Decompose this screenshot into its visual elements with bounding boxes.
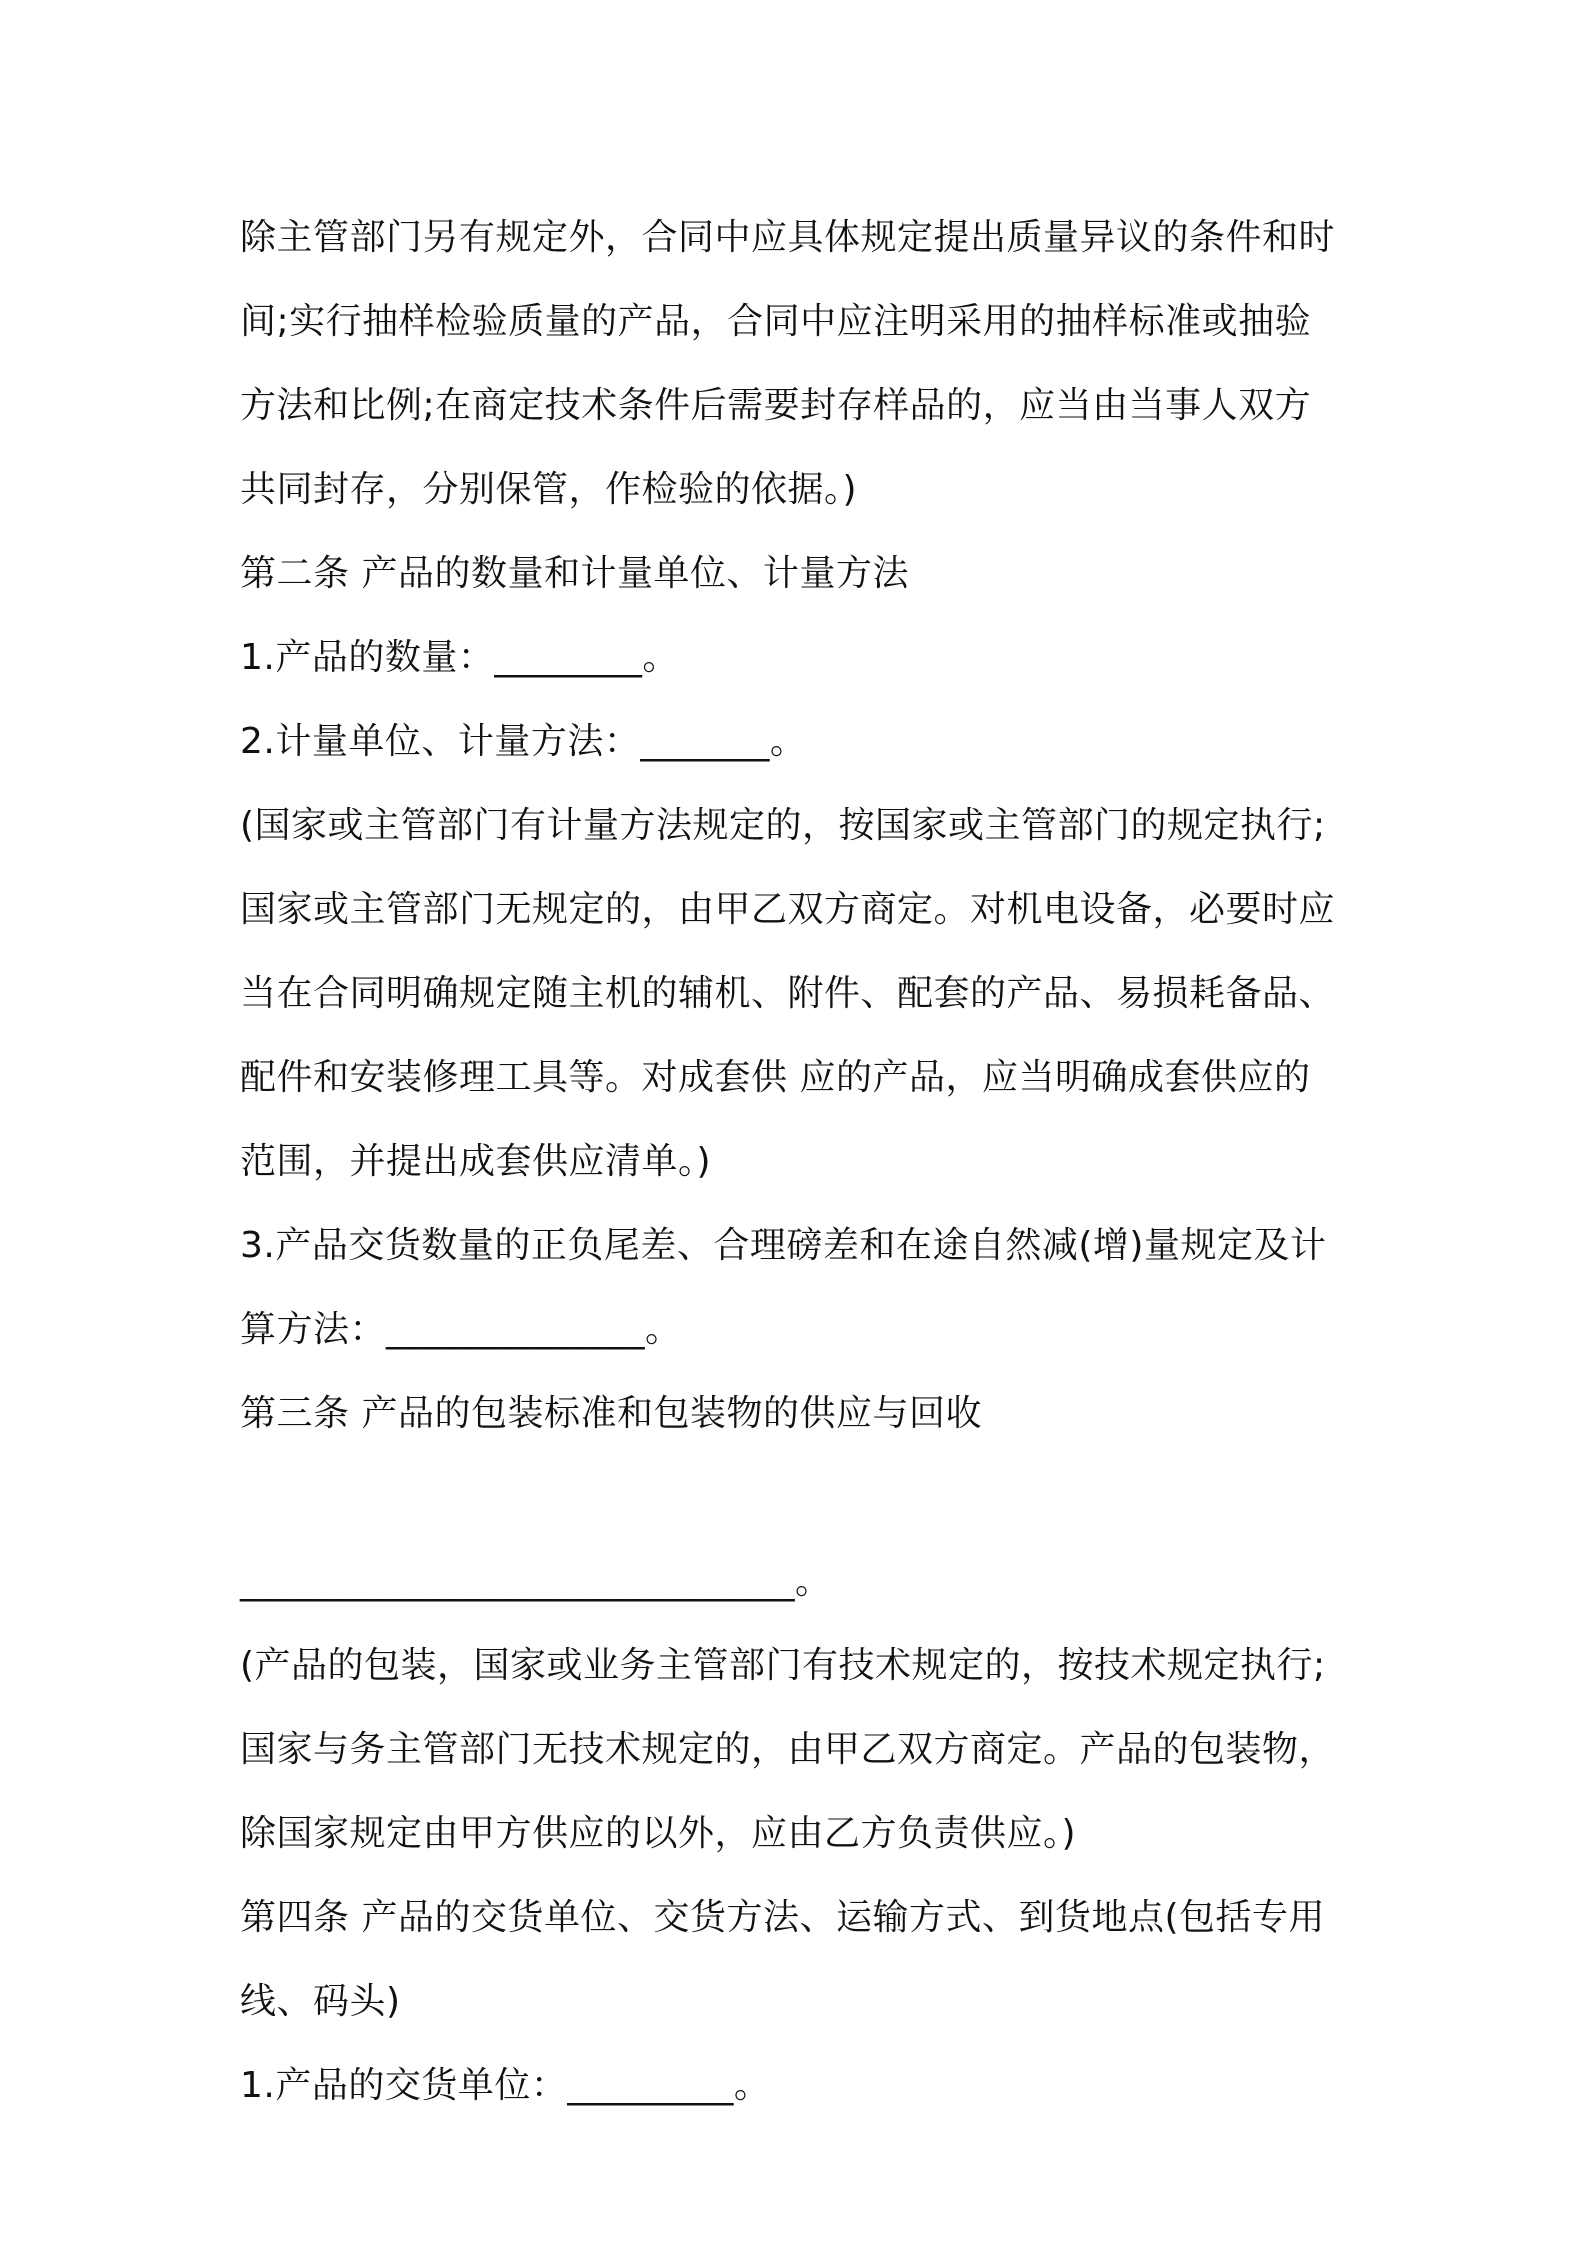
section-heading-article-3: 第三条 产品的包装标准和包装物的供应与回收: [240, 1393, 982, 1434]
paragraph-line: 除主管部门另有规定外，合同中应具体规定提出质量异议的条件和时: [240, 217, 1336, 258]
paragraph-line: 配件和安装修理工具等。对成套供 应的产品，应当明确成套供应的: [240, 1057, 1311, 1098]
paragraph-line: 除国家规定由甲方供应的以外，应由乙方负责供应。): [240, 1813, 1077, 1854]
paragraph-line: (国家或主管部门有计量方法规定的，按国家或主管部门的规定执行;: [240, 805, 1326, 846]
section-heading-article-2: 第二条 产品的数量和计量单位、计量方法: [240, 553, 909, 594]
clause-line: 算方法：______________。: [240, 1309, 682, 1350]
clause-line: 2.计量单位、计量方法：_______。: [240, 721, 807, 762]
document-body: [240, 196, 1360, 2128]
paragraph-line: 范围，并提出成套供应清单。): [240, 1141, 712, 1182]
paragraph-line: 共同封存，分别保管，作检验的依据。): [240, 469, 858, 510]
paragraph-line: 国家与务主管部门无技术规定的，由甲乙双方商定。产品的包装物，: [240, 1729, 1336, 1770]
section-heading-continued: 线、码头): [240, 1981, 401, 2022]
paragraph-line: (产品的包装，国家或业务主管部门有技术规定的，按技术规定执行;: [240, 1645, 1326, 1686]
clause-line: 1.产品的交货单位：_________。: [240, 2065, 771, 2106]
paragraph-line: 当在合同明确规定随主机的辅机、附件、配套的产品、易损耗备品、: [240, 973, 1336, 1014]
blank-line: [240, 1456, 1360, 1540]
clause-line: 1.产品的数量：________。: [240, 637, 679, 678]
fill-blank-line: ______________________________。: [240, 1561, 832, 1602]
paragraph-line: 国家或主管部门无规定的，由甲乙双方商定。对机电设备，必要时应: [240, 889, 1336, 930]
section-heading-article-4: 第四条 产品的交货单位、交货方法、运输方式、到货地点(包括专用: [240, 1897, 1325, 1938]
paragraph-line: 间;实行抽样检验质量的产品，合同中应注明采用的抽样标准或抽验: [240, 301, 1312, 342]
clause-line: 3.产品交货数量的正负尾差、合理磅差和在途自然减(增)量规定及计: [240, 1225, 1327, 1266]
paragraph-line: 方法和比例;在商定技术条件后需要封存样品的，应当由当事人双方: [240, 385, 1312, 426]
